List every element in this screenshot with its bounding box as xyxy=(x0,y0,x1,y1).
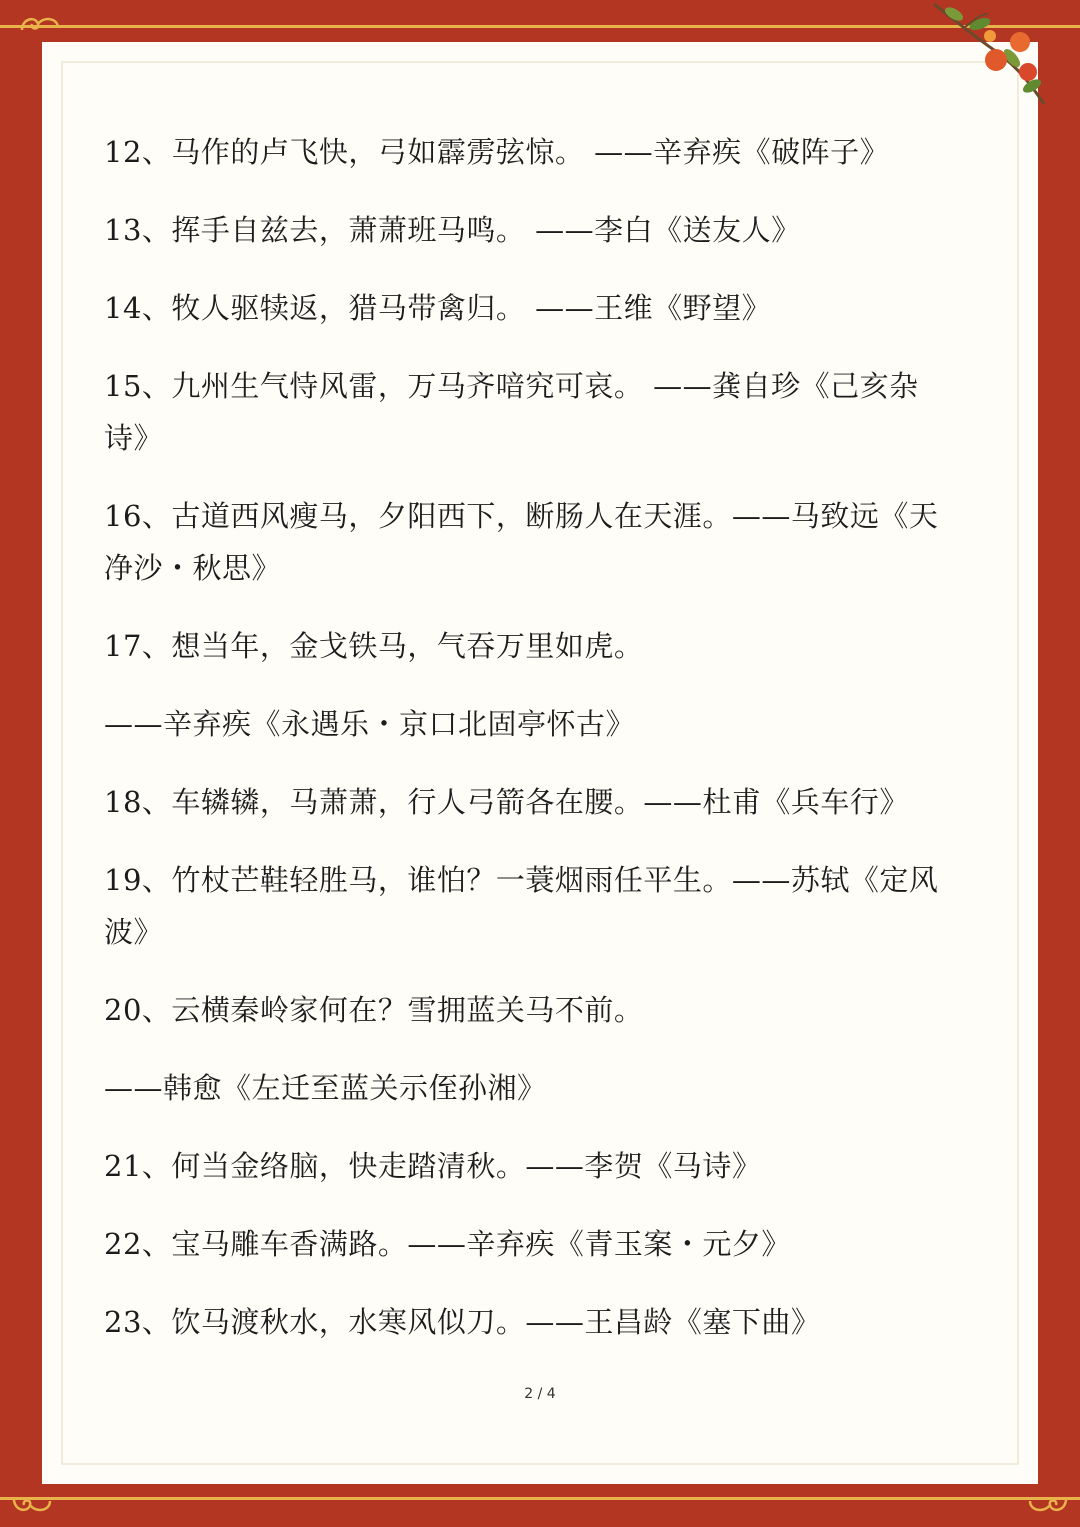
poem-line: 13、挥手自兹去，萧萧班马鸣。 ——李白《送友人》 xyxy=(104,213,801,247)
poem-line: 15、九州生气恃风雷，万马齐喑究可哀。 ——龚自珍《己亥杂 xyxy=(104,369,919,403)
poem-line: ——辛弃疾《永遇乐・京口北固亭怀古》 xyxy=(104,707,636,741)
cloud-scroll-icon xyxy=(18,10,66,34)
poem-line: 波》 xyxy=(104,915,164,949)
poem-line: 12、马作的卢飞快，弓如霹雳弦惊。 ——辛弃疾《破阵子》 xyxy=(104,135,890,169)
poem-line: 22、宝马雕车香满路。——辛弃疾《青玉案・元夕》 xyxy=(104,1227,791,1261)
cloud-scroll-icon xyxy=(1022,1495,1070,1519)
poem-line: 诗》 xyxy=(104,421,164,455)
poem-line: 16、古道西风瘦马，夕阳西下，断肠人在天涯。——马致远《天 xyxy=(104,499,939,533)
poem-line: 14、牧人驱犊返，猎马带禽归。 ——王维《野望》 xyxy=(104,291,772,325)
poem-line: ——韩愈《左迁至蓝关示侄孙湘》 xyxy=(104,1071,547,1105)
poem-line: 21、何当金络脑，快走踏清秋。——李贺《马诗》 xyxy=(104,1149,762,1183)
poem-line: 17、想当年，金戈铁马，气吞万里如虎。 xyxy=(104,629,644,663)
frame-top-line xyxy=(0,25,1080,28)
poem-line: 20、云横秦岭家何在？雪拥蓝关马不前。 xyxy=(104,993,644,1027)
poem-line: 19、竹杖芒鞋轻胜马，谁怕？一蓑烟雨任平生。——苏轼《定风 xyxy=(104,863,939,897)
poem-line: 净沙・秋思》 xyxy=(104,551,282,585)
poem-line: 23、饮马渡秋水，水寒风似刀。——王昌龄《塞下曲》 xyxy=(104,1305,821,1339)
persimmon-branch-icon xyxy=(924,0,1054,112)
page-indicator: 2 / 4 xyxy=(524,1386,556,1402)
frame-bottom-line xyxy=(0,1497,1080,1500)
cloud-scroll-icon xyxy=(10,1495,58,1519)
poem-line: 18、车辚辚，马萧萧，行人弓箭各在腰。——杜甫《兵车行》 xyxy=(104,785,909,819)
